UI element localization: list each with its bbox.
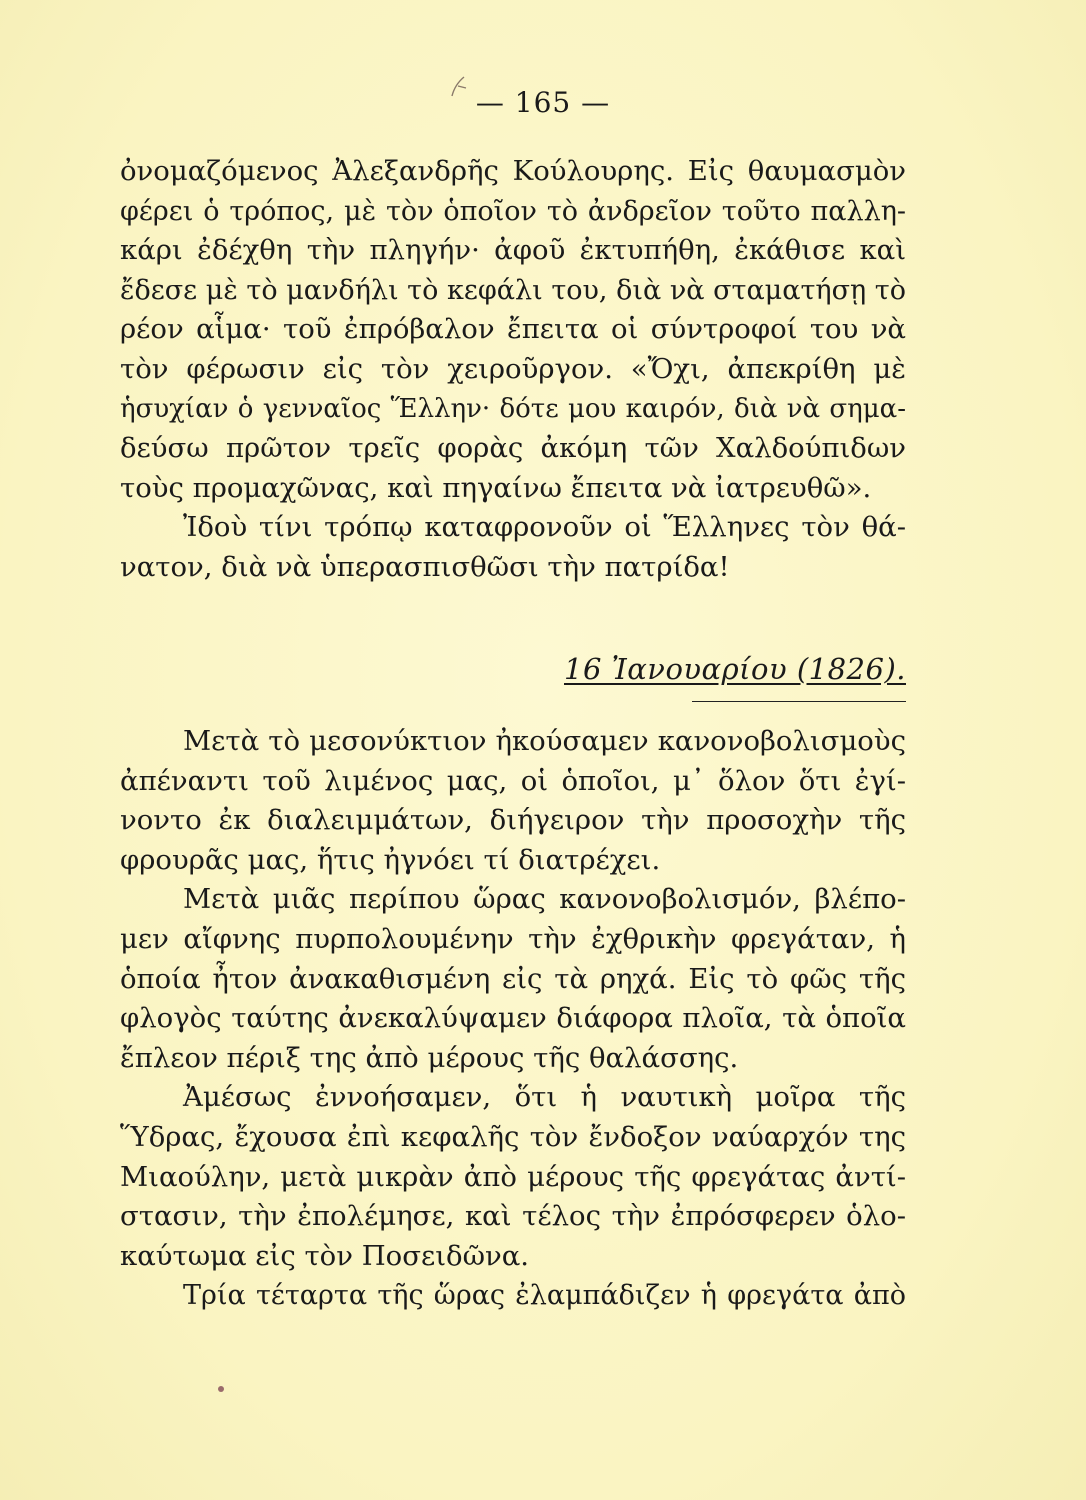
page-number: — 165 — <box>475 86 611 119</box>
text-line: φλογὸς ταύτης ἀνεκαλύψαμεν διάφορα πλοῖα, τὰ ὁποῖα <box>120 1002 906 1035</box>
text-line: νοντο ἐκ διαλειμμάτων, διήγειρον τὴν προσοχὴν τῆς <box>120 804 906 837</box>
text-line: Τρία τέταρτα τῆς ὥρας ἐλαμπάδιζεν ἡ φρεγάτα ἀπὸ <box>183 1280 906 1312</box>
text-line: νατον, διὰ νὰ ὑπερασπισθῶσι τὴν πατρίδα! <box>120 550 730 583</box>
text-line: τὸν φέρωσιν εἰς τὸν χειροῦργον. «Ὄχι, ἀπεκρίθη μὲ <box>120 352 906 385</box>
text-line: φέρει ὁ τρόπος, μὲ τὸν ὁποῖον τὸ ἀνδρεῖον τοῦτο παλλη- <box>120 195 906 227</box>
text-line: ἔδεσε μὲ τὸ μανδήλι τὸ κεφάλι του, διὰ νὰ σταματήσῃ τὸ <box>120 274 906 306</box>
text-line: κάρι ἐδέχθη τὴν πληγήν· ἀφοῦ ἐκτυπήθη, ἐκάθισε καὶ <box>120 234 906 267</box>
text-line: δεύσω πρῶτον τρεῖς φορὰς ἀκόμη τῶν Χαλδούπιδων <box>120 432 906 465</box>
ink-dot <box>218 1386 224 1392</box>
text-line: ἔπλεον πέριξ της ἀπὸ μέρους τῆς θαλάσσης. <box>120 1041 739 1074</box>
text-line: ρέον αἷμα· τοῦ ἐπρόβαλον ἔπειτα οἱ σύντροφοί του νὰ <box>120 313 906 346</box>
text-line: Ὕδρας, ἔχουσα ἐπὶ κεφαλῆς τὸν ἔνδοξον ναύαρχόν της <box>120 1120 906 1153</box>
text-line: φρουρᾶς μας, ἥτις ἠγνόει τί διατρέχει. <box>120 843 661 876</box>
text-line: καύτωμα εἰς τὸν Ποσειδῶνα. <box>120 1239 530 1272</box>
text-block-top <box>120 152 906 588</box>
text-line: μεν αἴφνης πυρπολουμένην τὴν ἐχθρικὴν φρεγάταν, ἡ <box>120 922 906 955</box>
text-block-bottom <box>120 722 906 1316</box>
text-line: Μετὰ μιᾶς περίπου ὥρας κανονοβολισμόν, βλέπο- <box>183 883 906 916</box>
text-line: Μετὰ τὸ μεσονύκτιον ἠκούσαμεν κανονοβολισμοὺς <box>183 725 906 757</box>
text-line: ὁποία ἦτον ἀνακαθισμένη εἰς τὰ ρηχά. Εἰς τὸ φῶς τῆς <box>120 962 906 995</box>
text-line: στασιν, τὴν ἐπολέμησε, καὶ τέλος τὴν ἐπρόσφερεν ὁλο- <box>120 1200 906 1233</box>
divider <box>692 701 906 702</box>
text-line: ἡσυχίαν ὁ γενναῖος Ἕλλην· δότε μου καιρόν, διὰ νὰ σημα- <box>120 393 906 424</box>
text-line: ἀπέναντι τοῦ λιμένος μας, οἱ ὁποῖοι, μ᾽ ὅλον ὅτι ἐγί- <box>120 764 906 797</box>
text-line: τοὺς προμαχῶνας, καὶ πηγαίνω ἔπειτα νὰ ἰατρευθῶ». <box>120 471 872 504</box>
text-line: Μιαούλην, μετὰ μικρὰν ἀπὸ μέρους τῆς φρεγάτας ἀντί- <box>120 1160 906 1193</box>
text-line: Ἰδοὺ τίνι τρόπῳ καταφρονοῦν οἱ Ἕλληνες τὸν θά- <box>183 511 906 544</box>
date-heading: 16 Ἰανουαρίου (1826). <box>564 652 906 686</box>
text-line: ὀνομαζόμενος Ἀλεξανδρῆς Κούλουρης. Εἰς θαυμασμὸν <box>120 155 906 187</box>
text-line: Ἀμέσως ἐννοήσαμεν, ὅτι ἡ ναυτικὴ μοῖρα τῆς <box>183 1081 906 1114</box>
